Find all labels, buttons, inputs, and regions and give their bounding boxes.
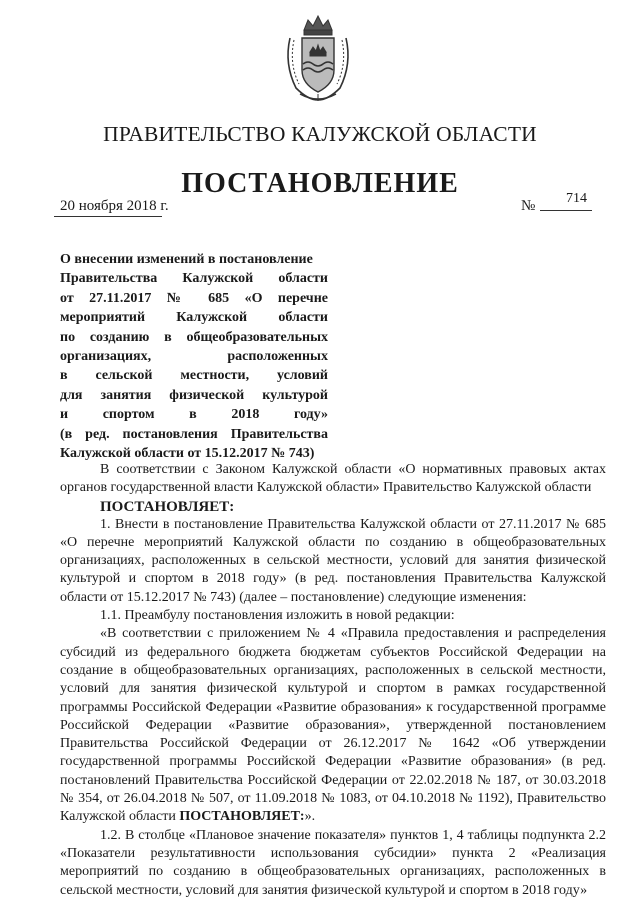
item-1-1-paragraph: 1.1. Преамбулу постановления изложить в новой редакции: (100, 608, 455, 624)
number-sign: № (521, 198, 536, 214)
number-underline (540, 210, 592, 211)
date-underline (54, 216, 162, 217)
subject-line: и спортом в 2018 году» (60, 407, 328, 423)
document-date: 20 ноября 2018 г. (60, 198, 169, 214)
subject-line: мероприятий Калужской области (60, 310, 328, 326)
preamble-text: В соответствии с Законом Калужской области «О нормативных правовых актах органов государственной власти Калужской области» Правительство Калужской области (60, 462, 606, 496)
subject-line: в сельской местности, условий (60, 368, 328, 384)
subject-line: О внесении изменений в постановление (60, 252, 313, 267)
preamble-paragraph (60, 461, 606, 516)
document-number: 714 (566, 191, 587, 206)
subject-line: организациях, расположенных (60, 349, 328, 365)
subject-line: Калужской области от 15.12.2017 № 743) (60, 446, 315, 462)
document-type-title: ПОСТАНОВЛЕНИЕ (181, 168, 459, 199)
quote-end: ». (304, 809, 316, 825)
document-subject (60, 250, 328, 463)
kaluga-coat-of-arms-emblem (280, 14, 356, 102)
subject-line: (в ред. постановления Правительства (60, 426, 328, 442)
quoted-decree-word: ПОСТАНОВЛЯЕТ: (179, 809, 305, 825)
item-1-paragraph: 1. Внести в постановление Правительства Калужской области от 27.11.2017 № 685 «О перечне мероприятий Калужской области по созданию в общеобразовательных организациях, расположенных в сельской местности, условий для занятия физической культурой и спортом в 2018 году» (в ред. постановления Правительства Калужской области от 15.12.2017 № 743) (далее – постановление) следующие изменения: (60, 516, 606, 605)
item-1-2-paragraph: 1.2. В столбце «Плановое значение показателя» пунктов 1, 4 таблицы подпункта 2.2 «Показатели результативности использования субсидии» пункта 2 «Реализация мероприятий по созданию в общеобразовательных организациях, расположенных в сельской местности, условий для занятия физической культурой и спортом в 2018 году» (60, 827, 606, 898)
government-title: ПРАВИТЕЛЬСТВО КАЛУЖСКОЙ ОБЛАСТИ (103, 122, 537, 146)
quoted-preamble-text: «В соответствии с приложением № 4 «Правила предоставления и распределения субсидий из федерального бюджета бюджетам субъектов Российской Федерации на создание в общеобразовательных организациях, расположенных в сельской местности, условий для занятия физической культурой и спортом в рамках государственной программы Российской Федерации «Развитие образования» к государственной программе Российской Федерации «Развитие образования», утвержденной постановлением Правительства Российской Федерации от 26.12.2017 № 1642 «Об утверждении государственной программы Российской Федерации «Развитие образования» (в ред. постановлений Правительства Российской Федерации от 22.02.2018 № 187, от 30.03.2018 № 354, от 26.04.2018 № 507, от 11.09.2018 № 1083, от 04.10.2018 № 1192), Правительство Калужской области (60, 626, 606, 825)
document-body (60, 461, 606, 900)
subject-line: от 27.11.2017 № 685 «О перечне (60, 290, 328, 306)
subject-line: Правительства Калужской области (60, 271, 328, 287)
subject-line: по созданию в общеобразовательных (60, 329, 328, 345)
quoted-preamble-paragraph (60, 625, 606, 826)
subject-line: для занятия физической культурой (60, 387, 328, 403)
decree-word: ПОСТАНОВЛЯЕТ: (100, 498, 235, 515)
